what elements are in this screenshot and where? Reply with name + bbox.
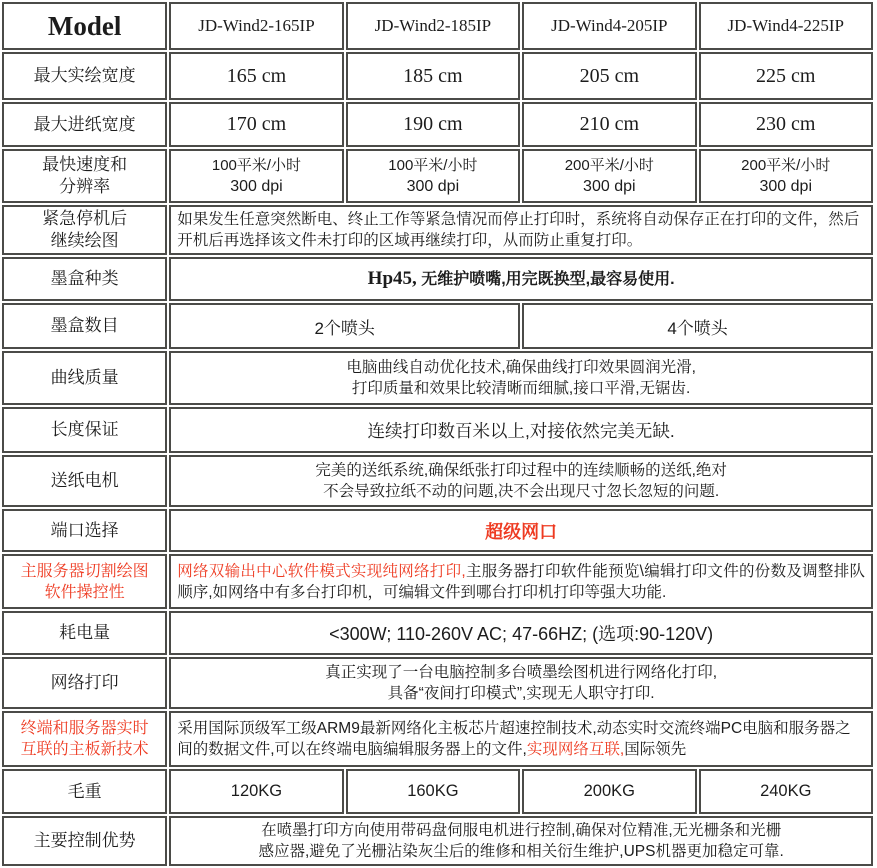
length-guarantee-description: 连续打印数百米以上,对接依然完美无缺. <box>169 407 873 453</box>
row-label: 毛重 <box>2 769 167 814</box>
row-label-line: 互联的主板新技术 <box>20 741 149 758</box>
mainboard-text-end: 国际领先 <box>624 741 687 758</box>
text-line: 感应器,避免了光栅沾染灰尘后的维修和相关衍生维护,UPS机器更加稳定可靠. <box>258 843 784 860</box>
speed-dpi: 300 dpi <box>583 178 636 195</box>
row-label-line: 紧急停机后 <box>42 209 128 228</box>
row-draw-width <box>2 52 873 100</box>
row-label: 主要控制优势 <box>2 816 167 866</box>
row-power-consumption <box>2 611 873 655</box>
row-gross-weight <box>2 769 873 814</box>
draw-width-value: 165 cm <box>169 52 343 100</box>
row-label-line: 终端和服务器实时 <box>20 720 149 737</box>
mainboard-highlight: 实现网络互联, <box>526 741 625 758</box>
row-label: 网络打印 <box>2 657 167 709</box>
row-control-advantage <box>2 816 873 866</box>
row-label: 墨盒数目 <box>2 303 167 349</box>
row-model <box>2 2 873 50</box>
feed-width-value: 230 cm <box>699 102 873 147</box>
model-name-cell: JD-Wind2-185IP <box>346 2 520 50</box>
row-label <box>2 711 167 767</box>
row-port-selection <box>2 509 873 552</box>
row-label: 端口选择 <box>2 509 167 552</box>
port-value: 超级网口 <box>169 509 873 552</box>
resume-description: 如果发生任意突然断电、终止工作等紧急情况而停止打印时，系统将自动保存正在打印的文件，然后开机后再选择该文件未打印的区域再继续打印，从而防止重复打印。 <box>169 205 873 255</box>
text-line: 具备“夜间打印模式”,实现无人职守打印. <box>387 685 655 702</box>
power-value: <300W; 110-260V AC; 47-66HZ; (选项:90-120V) <box>169 611 873 655</box>
speed-value <box>522 149 696 203</box>
speed-value <box>699 149 873 203</box>
server-software-rest: 主服务器打印软件能预览\编辑打印文件的份数及调整排队顺序,如网络中有多台打印机，可编辑文件到哪台打印机打印等强大功能. <box>177 562 866 601</box>
row-label-line: 继续绘图 <box>50 231 119 250</box>
gross-weight-value: 200KG <box>522 769 696 814</box>
feed-width-value: 190 cm <box>346 102 520 147</box>
row-resume-after-stop <box>2 205 873 255</box>
draw-width-value: 205 cm <box>522 52 696 100</box>
server-software-highlight: 网络双输出中心软件模式实现纯网络打印, <box>177 562 466 580</box>
row-mainboard-tech <box>2 711 873 767</box>
row-label: 最大实绘宽度 <box>2 52 167 100</box>
row-label: 墨盒种类 <box>2 257 167 301</box>
speed-value <box>346 149 520 203</box>
model-header-cell: Model <box>2 2 167 50</box>
row-speed-resolution <box>2 149 873 203</box>
row-label <box>2 205 167 255</box>
feed-width-value: 210 cm <box>522 102 696 147</box>
text-line: 电脑曲线自动优化技术,确保曲线打印效果圆润光滑, <box>346 359 696 376</box>
row-label: 送纸电机 <box>2 455 167 507</box>
gross-weight-value: 240KG <box>699 769 873 814</box>
cartridge-model: Hp45, <box>367 267 417 289</box>
draw-width-value: 185 cm <box>346 52 520 100</box>
row-label <box>2 149 167 203</box>
speed-sqm: 200平米/小时 <box>564 157 654 174</box>
row-label: 曲线质量 <box>2 351 167 405</box>
model-name-cell: JD-Wind4-225IP <box>699 2 873 50</box>
speed-dpi: 300 dpi <box>406 178 460 195</box>
row-label-line: 最快速度和 <box>42 155 128 174</box>
row-length-guarantee <box>2 407 873 453</box>
text-line: 在喷墨打印方向使用带码盘伺服电机进行控制,确保对位精准,无光栅条和光栅 <box>261 822 782 839</box>
speed-sqm: 100平米/小时 <box>388 157 478 174</box>
speed-sqm: 100平米/小时 <box>211 157 302 174</box>
speed-dpi: 300 dpi <box>759 178 812 195</box>
network-printing-description <box>169 657 873 709</box>
row-cartridge-count <box>2 303 873 349</box>
row-label-line: 分辨率 <box>59 177 111 196</box>
speed-dpi: 300 dpi <box>230 178 283 195</box>
row-label: 最大进纸宽度 <box>2 102 167 147</box>
feed-width-value: 170 cm <box>169 102 343 147</box>
row-feed-motor <box>2 455 873 507</box>
gross-weight-value: 120KG <box>169 769 343 814</box>
speed-sqm: 200平米/小时 <box>741 157 831 174</box>
row-label <box>2 554 167 609</box>
control-advantage-description <box>169 816 873 866</box>
row-curve-quality <box>2 351 873 405</box>
model-name-cell: JD-Wind4-205IP <box>522 2 696 50</box>
row-network-printing <box>2 657 873 709</box>
row-cartridge-type <box>2 257 873 301</box>
row-server-software <box>2 554 873 609</box>
cartridge-note: 无维护喷嘴,用完既换型,最容易使用. <box>416 270 675 288</box>
text-line: 不会导致拉纸不动的问题,决不会出现尺寸忽长忽短的问题. <box>323 483 720 500</box>
row-label: 耗电量 <box>2 611 167 655</box>
row-feed-width <box>2 102 873 147</box>
model-name-cell: JD-Wind2-165IP <box>169 2 343 50</box>
cartridge-type-value <box>169 257 873 301</box>
cartridge-count-2: 2个喷头 <box>169 303 520 349</box>
draw-width-value: 225 cm <box>699 52 873 100</box>
cartridge-count-4: 4个喷头 <box>522 303 873 349</box>
row-label-line: 软件操控性 <box>44 583 125 601</box>
row-label: 长度保证 <box>2 407 167 453</box>
curve-quality-description <box>169 351 873 405</box>
gross-weight-value: 160KG <box>346 769 520 814</box>
row-label-line: 主服务器切割绘图 <box>20 562 149 580</box>
server-software-description <box>169 554 873 609</box>
text-line: 真正实现了一台电脑控制多台喷墨绘图机进行网络化打印, <box>325 664 718 681</box>
mainboard-description <box>169 711 873 767</box>
speed-value <box>169 149 343 203</box>
text-line: 打印质量和效果比较清晰而细腻,接口平滑,无锯齿. <box>351 380 691 397</box>
text-line: 完美的送纸系统,确保纸张打印过程中的连续顺畅的送纸,绝对 <box>315 462 727 479</box>
mainboard-text: 采用国际顶级军工级ARM9最新网络化主板芯片超速控制技术,动态实时交流终端PC电脑和服务器之间的数据文件,可以在终端电脑编辑服务器上的文件, <box>177 720 851 758</box>
feed-motor-description <box>169 455 873 507</box>
